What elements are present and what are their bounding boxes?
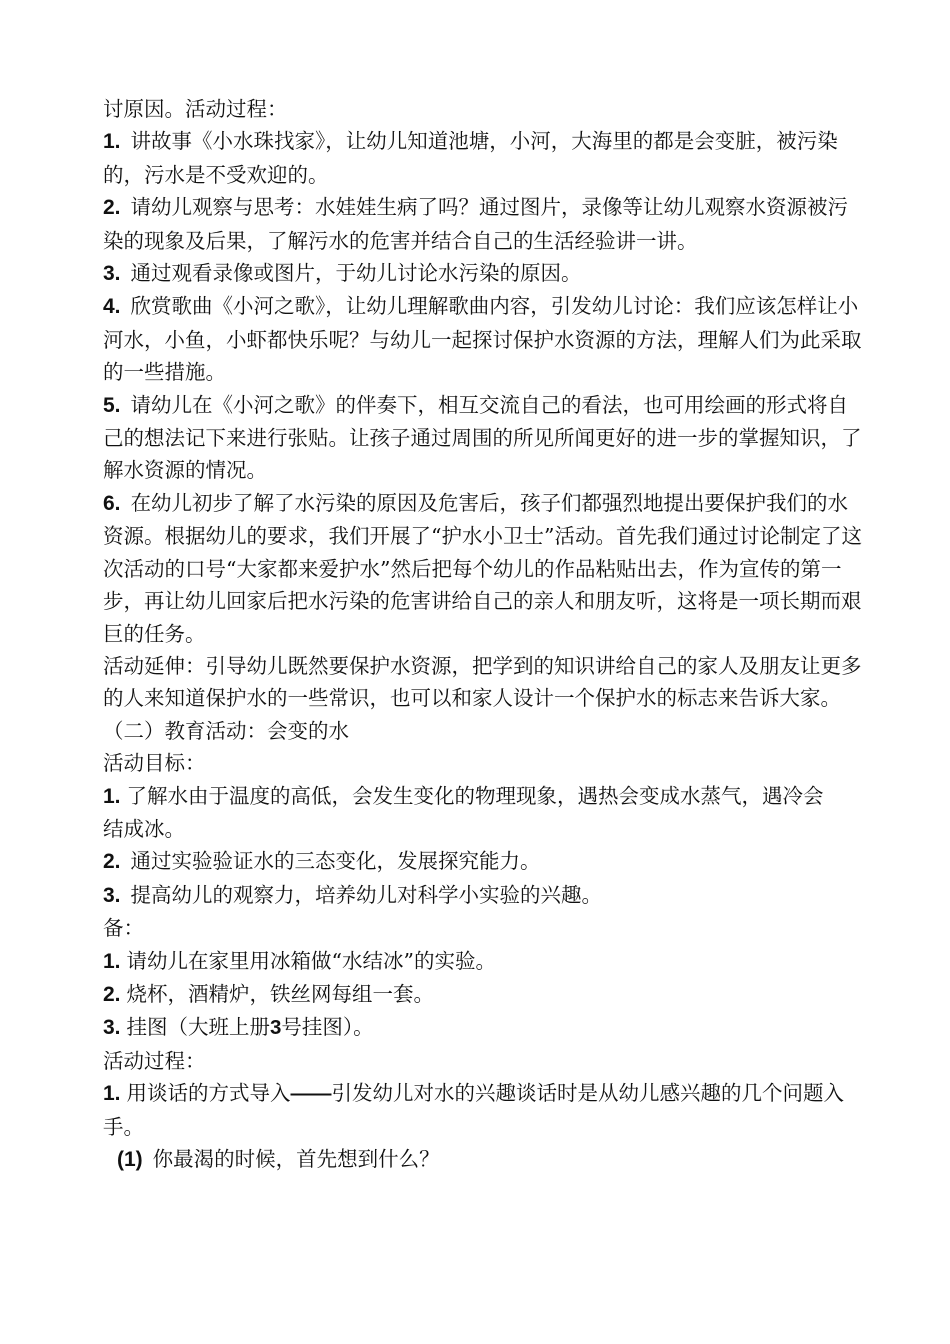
list-number: 3. [103, 883, 121, 907]
paragraph-goal-3 [103, 879, 863, 912]
paragraph-process2-step-1 [103, 1077, 863, 1143]
paragraph-prep-2 [103, 978, 863, 1011]
paragraph-text: 请幼儿在《小河之歌》的伴奏下，相互交流自己的看法，也可用绘画的形式将自己的想法记下来进行张贴。让孩子通过周围的所见所闻更好的进一步的掌握知识，了解水资源的情况。 [103, 392, 862, 483]
section-heading [103, 715, 863, 747]
paragraph-goal-1-continued [103, 813, 863, 845]
list-number: 3. [103, 262, 121, 286]
paragraph-process-step-6 [103, 487, 863, 650]
list-number: (1) [117, 1148, 143, 1171]
paragraph-text: 提高幼儿的观察力，培养幼儿对科学小实验的兴趣。 [130, 882, 603, 907]
paragraph-text: 结成冰。 [103, 816, 185, 841]
paragraph-process-step-1 [103, 125, 863, 191]
paragraph-text: 挂图（大班上册 [126, 1015, 271, 1040]
paragraph-text: 请幼儿观察与思考：水娃娃生病了吗？通过图片，录像等让幼儿观察水资源被污染的现象及后果，了解污水的危害并结合自己的生活经验讲一讲。 [103, 195, 849, 253]
paragraph-prep-1 [103, 945, 863, 978]
paragraph-process-step-5 [103, 389, 863, 487]
paragraph-text: 讲故事《小水珠找家》，让幼儿知道池塘，小河，大海里的都是会变脏，被污染的，污水是不受欢迎的。 [103, 129, 838, 187]
paragraph-text: 通过观看录像或图片，于幼儿讨论水污染的原因。 [130, 261, 582, 286]
paragraph-preparation [103, 912, 863, 944]
list-number: 2. [103, 196, 121, 220]
bold-dash: —— [290, 1082, 332, 1106]
paragraph-text: 讨原因。活动过程： [103, 97, 288, 121]
list-number: 2. [103, 850, 121, 874]
list-number: 1. [103, 949, 121, 973]
paragraph-text: 备： [103, 916, 144, 941]
paragraph-cause-process [103, 93, 863, 125]
paragraph-text: 用谈话的方式导入 [126, 1081, 291, 1106]
paragraph-text: 了解水由于温度的高低，会发生变化的物理现象，遇热会变成水蒸气，遇冷会 [126, 783, 824, 808]
bold-number: 3 [270, 1016, 282, 1040]
list-number: 1. [103, 784, 121, 808]
list-number: 5. [103, 393, 121, 417]
paragraph-activity-goals [103, 747, 863, 779]
list-number: 2. [103, 982, 121, 1006]
paragraph-goal-1 [103, 780, 863, 813]
document-page [103, 93, 863, 1176]
paragraph-process-step-2 [103, 191, 863, 257]
paragraph-text: 欣赏歌曲《小河之歌》，让幼儿理解歌曲内容，引发幼儿讨论：我们应该怎样让小河水，小鱼，小虾都快乐呢？与幼儿一起探讨保护水资源的方法，理解人们为此采取的一些措施。 [103, 294, 862, 385]
paragraph-prep-3 [103, 1011, 863, 1044]
list-number: 1. [103, 130, 121, 154]
paragraph-text: 引发幼儿对水的兴趣谈话时是从幼儿感兴趣的几个问题入手。 [103, 1081, 845, 1139]
list-number: 3. [103, 1016, 121, 1040]
paragraph-activity-process [103, 1045, 863, 1077]
paragraph-text: （二）教育活动：会变的水 [103, 718, 349, 743]
paragraph-question-1 [103, 1143, 863, 1176]
paragraph-goal-2 [103, 845, 863, 878]
paragraph-text: 你最渴的时候，首先想到什么？ [152, 1147, 440, 1171]
paragraph-text: 通过实验验证水的三态变化，发展探究能力。 [130, 849, 541, 874]
paragraph-activity-extension [103, 650, 863, 715]
list-number: 1. [103, 1082, 121, 1106]
paragraph-text: 活动目标： [103, 751, 206, 776]
paragraph-text: 烧杯，酒精炉，铁丝网每组一套。 [126, 981, 435, 1006]
paragraph-text: 在幼儿初步了解了水污染的原因及危害后，孩子们都强烈地提出要保护我们的水资源。根据幼儿的要求，我们开展了“护水小卫士”活动。首先我们通过讨论制定了这次活动的口号“大家都来爱护水”然后把每个幼儿的作品粘贴出去，作为宣传的第一步，再让幼儿回家后把水污染的危害讲给自己的亲人和朋友听，这将是一项长期而艰巨的任务。 [103, 490, 862, 646]
paragraph-text: 活动延伸：引导幼儿既然要保护水资源，把学到的知识讲给自己的家人及朋友让更多的人来知道保护水的一些常识，也可以和家人设计一个保护水的标志来告诉大家。 [103, 653, 862, 711]
paragraph-text: 活动过程： [103, 1048, 206, 1073]
list-number: 4. [103, 295, 121, 319]
paragraph-text: 请幼儿在家里用冰箱做“水结冰”的实验。 [126, 948, 496, 973]
paragraph-process-step-4 [103, 290, 863, 388]
paragraph-text: 号挂图）。 [281, 1015, 374, 1040]
list-number: 6. [103, 491, 121, 515]
paragraph-process-step-3 [103, 257, 863, 290]
